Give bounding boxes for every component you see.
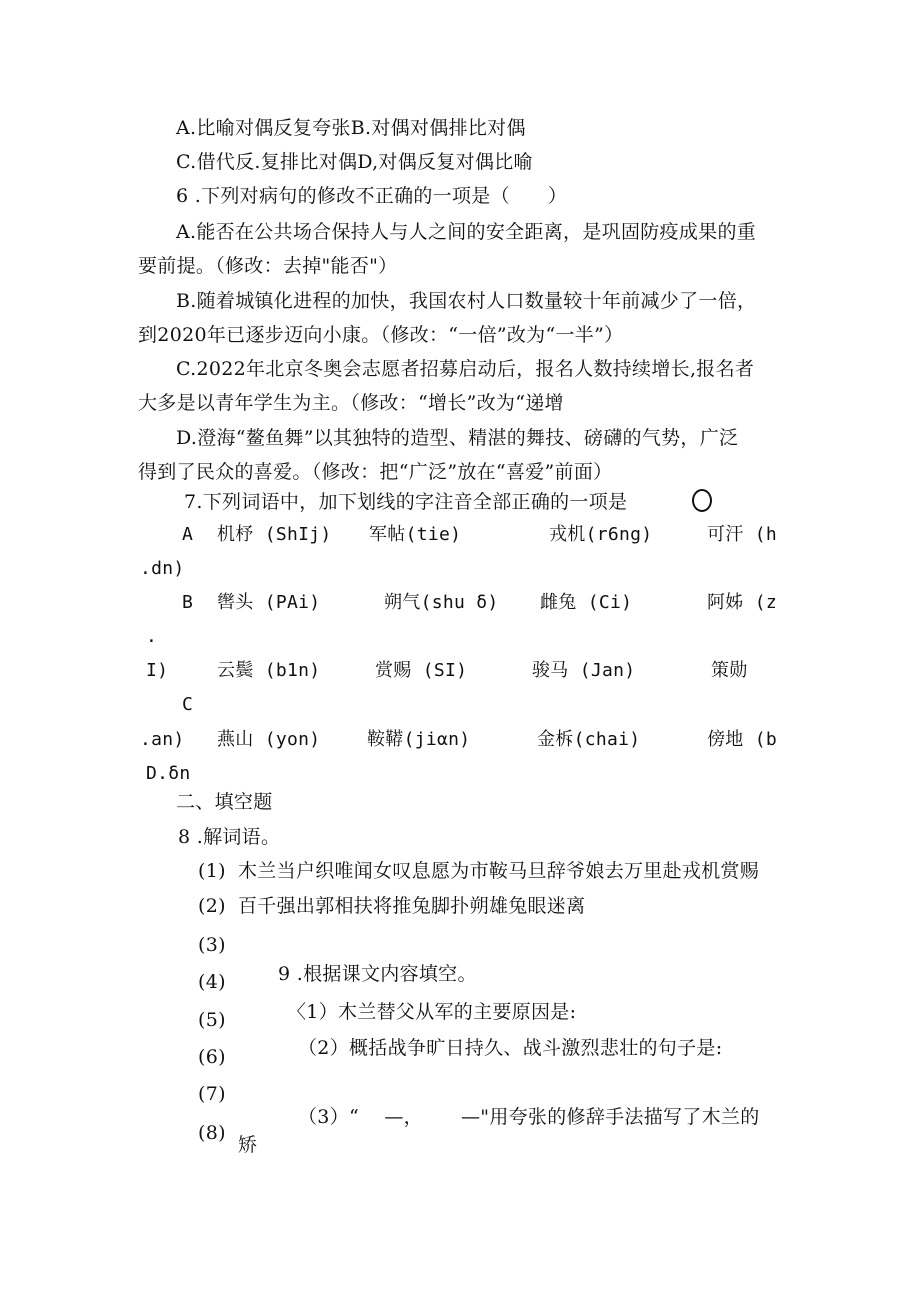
q7-row-d-item4: 傍地 (b <box>707 729 778 750</box>
q8-line-1: 木兰当户织唯闻女叹息愿为市鞍马旦辞爷娘去万里赴戎机赏赐 <box>238 860 760 882</box>
q7-row-c-lead: I) <box>146 660 169 681</box>
q9-sub-1: 〈1）木兰替父从军的主要原因是: <box>287 1001 577 1023</box>
q7-row-c-item4: 策勋 <box>711 660 748 681</box>
q7-row-b-item2: 朔气(shu δ) <box>384 592 499 613</box>
q7-row-d-lead: .an) <box>140 729 185 750</box>
q8-num-3: (3) <box>198 934 226 956</box>
q7-row-a-label: A <box>182 524 194 545</box>
q9-stem: 9 .根据课文内容填空。 <box>278 963 477 985</box>
q7-row-d-label: D.δn <box>146 763 191 784</box>
q7-row-d-item2: 鞍鞯(jiαn) <box>367 729 471 750</box>
q7-row-c-label: C <box>182 694 194 715</box>
q6-option-d-line2: 得到了民众的喜爱。（修改：把“广泛”放在“喜爱”前面） <box>138 461 613 483</box>
q8-line-2: 百千强出郭相扶将推兔脚扑朔雄兔眼迷离 <box>238 895 586 917</box>
q6-option-d-line1: D.澄海“鳌鱼舞”以其独特的造型、精湛的舞技、磅礴的气势，广泛 <box>176 427 739 449</box>
q9-sub-2: （2）概括战争旷日持久、战斗激烈悲壮的句子是: <box>298 1037 723 1059</box>
q6-stem: 6 .下列对病句的修改不正确的一项是（ ） <box>176 185 568 207</box>
q5-option-ab: A.比喻对偶反复夸张B.对偶对偶排比对偶 <box>176 117 526 139</box>
q7-row-d-item3: 金柝(chai) <box>537 729 641 750</box>
q6-option-b-line2: 到2020年已逐步迈向小康。（修改：“一倍”改为“一半”） <box>138 324 624 346</box>
q5-option-cd: C.借代反.复排比对偶D,对偶反复对偶比喻 <box>176 151 533 173</box>
q7-row-a-item1: 机杼 (ShIj) <box>217 524 332 545</box>
q7-row-a-tail: .dn) <box>140 558 185 579</box>
q7-row-b-item3: 雌兔 (Ci) <box>540 592 633 613</box>
q7-row-a-item2: 军帖(tie) <box>369 524 462 545</box>
q7-row-b-tail: . <box>146 626 158 647</box>
q6-option-a-line2: 要前提。（修改：去掉"能否"） <box>138 255 398 277</box>
q8-num-2: (2) <box>198 895 226 917</box>
q8-num-1: (1) <box>198 860 226 882</box>
q9-sub-3: （3）“ —， —"用夸张的修辞手法描写了木兰的 <box>298 1106 760 1128</box>
q8-num-7: (7) <box>198 1083 226 1105</box>
q7-row-b-label: B <box>182 592 194 613</box>
q7-row-d-item1: 燕山 (yon) <box>217 729 321 750</box>
q7-row-c-item3: 骏马 (Jan) <box>532 660 636 681</box>
q8-num-6: (6) <box>198 1046 226 1068</box>
answer-circle-mark <box>692 489 712 512</box>
q7-row-c-item2: 赏赐 (SI) <box>375 660 468 681</box>
q7-stem: 7.下列词语中，加下划线的字注音全部正确的一项是 <box>184 491 628 513</box>
q7-row-a-item4: 可汗 (h <box>707 524 778 545</box>
q7-row-b-item1: 辔头 (PAi) <box>217 592 321 613</box>
q6-option-c-line1: C.2022年北京冬奥会志愿者招募启动后，报名人数持续增长,报名者 <box>176 358 755 380</box>
q8-num-8: (8) <box>198 1122 226 1144</box>
section-heading: 二、填空题 <box>176 791 273 813</box>
q6-option-c-line2: 大多是以青年学生为主。（修改：“增长”改为“递增 <box>138 392 564 414</box>
q7-row-b-item4: 阿姊 (z <box>707 592 778 613</box>
q9-sub-3-continued: 矫 <box>238 1134 258 1156</box>
q6-option-b-line1: B.随着城镇化进程的加快，我国农村人口数量较十年前减少了一倍， <box>176 290 757 312</box>
q6-option-a-line1: A.能否在公共场合保持人与人之间的安全距离，是巩固防疫成果的重 <box>176 221 757 243</box>
q7-row-c-item1: 云鬓 (b1n) <box>217 660 321 681</box>
q7-row-a-item3: 戎机(r6ng) <box>549 524 653 545</box>
q8-num-4: (4) <box>198 971 226 993</box>
q8-num-5: (5) <box>198 1009 226 1031</box>
q8-stem: 8 .解词语。 <box>178 826 281 848</box>
